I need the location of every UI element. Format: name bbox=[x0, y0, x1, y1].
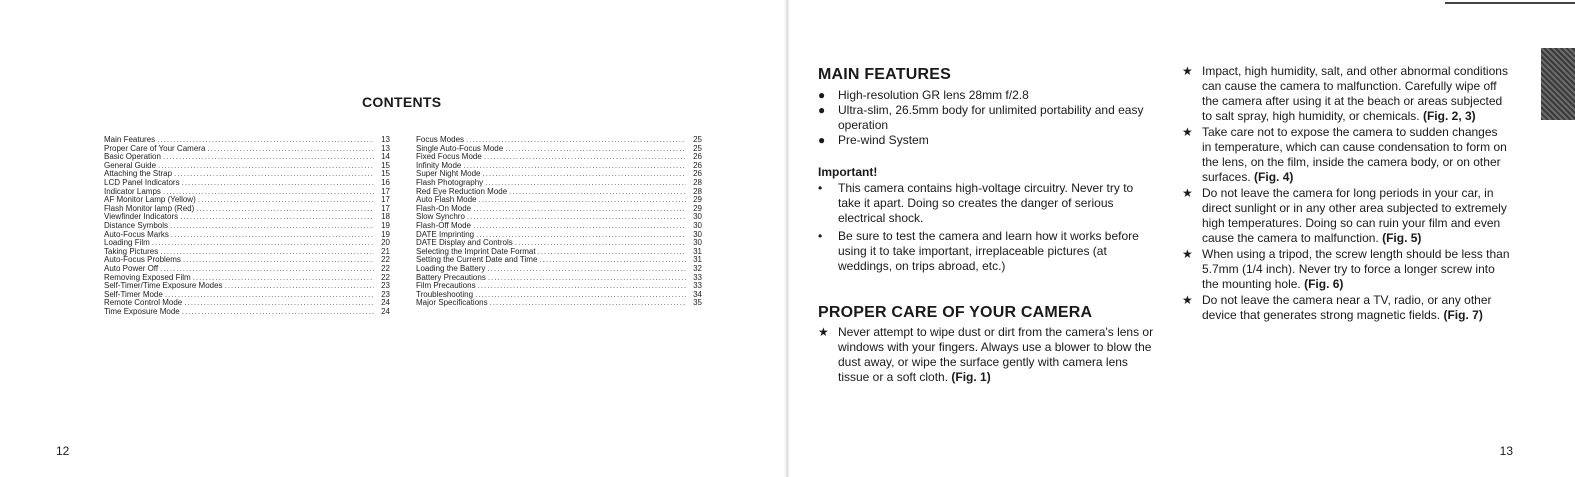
toc-leader-dots bbox=[509, 188, 686, 197]
toc-leader-dots bbox=[183, 256, 374, 265]
proper-care-list-right bbox=[1182, 64, 1510, 324]
toc-entry-title: Slow Synchro bbox=[416, 212, 465, 222]
toc-entry-title: DATE Imprinting bbox=[416, 229, 475, 239]
star-icon: ★ bbox=[1182, 186, 1193, 200]
toc-entry bbox=[104, 308, 390, 317]
toc-entry-title: LCD Panel Indicators bbox=[104, 177, 180, 187]
toc-leader-dots bbox=[539, 256, 686, 265]
toc-leader-dots bbox=[488, 274, 686, 283]
toc-entry-title: Single Auto-Focus Mode bbox=[416, 143, 504, 153]
toc-entry-page: 16 bbox=[381, 177, 390, 187]
toc-entry-title: Film Precautions bbox=[416, 281, 476, 291]
toc-entry-title: Auto Flash Mode bbox=[416, 195, 477, 205]
toc-entry-page: 30 bbox=[693, 229, 702, 239]
toc-entry-page: 28 bbox=[693, 186, 702, 196]
toc-entry-page: 23 bbox=[381, 289, 390, 299]
toc-leader-dots bbox=[174, 170, 374, 179]
toc-leader-dots bbox=[478, 196, 686, 205]
toc-entry-title: Setting the Current Date and Time bbox=[416, 255, 538, 265]
toc-entry-page: 24 bbox=[381, 298, 390, 308]
right-page bbox=[790, 0, 1575, 477]
toc-leader-dots bbox=[467, 213, 686, 222]
toc-entry-page: 26 bbox=[693, 160, 702, 170]
toc-entry-page: 22 bbox=[381, 272, 390, 282]
care-item: ★ When using a tripod, the screw length should be less than 5.7mm (1/4 inch). Never try to force a longer screw into the mounting hole. (Fig. 6) bbox=[1182, 247, 1510, 291]
toc-entry-title: Time Exposure Mode bbox=[104, 306, 180, 316]
toc-entry-title: Battery Precautions bbox=[416, 272, 486, 282]
left-page bbox=[0, 0, 784, 477]
toc-leader-dots bbox=[225, 282, 374, 291]
top-rule bbox=[1445, 2, 1575, 4]
toc-entry-title: Red Eye Reduction Mode bbox=[416, 186, 508, 196]
toc-entry-page: 26 bbox=[693, 152, 702, 162]
page-number-left: 12 bbox=[56, 444, 70, 458]
toc-leader-dots bbox=[505, 145, 686, 154]
toc-entry-page: 19 bbox=[381, 220, 390, 230]
important-item: • Be sure to test the camera and learn how it works before using it to take important, irreplaceable pictures (at weddings, on trips abroad, etc.) bbox=[818, 229, 1139, 273]
toc-entry-title: Distance Symbols bbox=[104, 220, 169, 230]
toc-entry-page: 20 bbox=[381, 238, 390, 248]
toc-entry-title: Remote Control Mode bbox=[104, 298, 183, 308]
care-item: ★ Never attempt to wipe dust or dirt from the camera's lens or windows with your fingers. Always use a blower to blow the dust away, or wipe the surface gently with camera lens tissue or a soft cloth. (Fig. 1) bbox=[818, 325, 1154, 384]
figure-reference: (Fig. 5) bbox=[1382, 231, 1422, 245]
toc-leader-dots bbox=[182, 308, 374, 317]
toc-entry bbox=[416, 299, 702, 308]
toc-entry-page: 33 bbox=[693, 272, 702, 282]
toc-entry-title: Auto Power Off bbox=[104, 263, 159, 273]
toc-entry-page: 29 bbox=[693, 203, 702, 213]
toc-entry-title: Flash-Off Mode bbox=[416, 220, 471, 230]
bullet-icon: • bbox=[818, 181, 823, 195]
toc-entry-title: Auto-Focus Marks bbox=[104, 229, 169, 239]
toc-entry-title: Self-Timer Mode bbox=[104, 289, 163, 299]
star-icon: ★ bbox=[1182, 247, 1193, 261]
figure-reference: (Fig. 7) bbox=[1443, 308, 1483, 322]
toc-leader-dots bbox=[158, 162, 374, 171]
feature-item: ● Ultra-slim, 26.5mm body for unlimited portability and easy operation bbox=[818, 103, 1144, 132]
toc-entry-title: Taking Pictures bbox=[104, 246, 159, 256]
toc-entry-page: 15 bbox=[381, 160, 390, 170]
proper-care-title: PROPER CARE OF YOUR CAMERA bbox=[818, 304, 1093, 321]
toc-leader-dots bbox=[487, 265, 686, 274]
toc-entry-title: Fixed Focus Mode bbox=[416, 152, 482, 162]
star-icon: ★ bbox=[1182, 64, 1193, 78]
toc-entry-page: 24 bbox=[381, 306, 390, 316]
toc-entry-page: 31 bbox=[693, 246, 702, 256]
toc-leader-dots bbox=[515, 239, 686, 248]
proper-care-list-left bbox=[818, 325, 1158, 386]
toc-entry-title: Viewfinder Indicators bbox=[104, 212, 179, 222]
bullet-icon: ● bbox=[818, 133, 826, 147]
toc-entry-title: Proper Care of Your Camera bbox=[104, 143, 206, 153]
toc-entry-page: 17 bbox=[381, 195, 390, 205]
toc-entry-title: AF Monitor Lamp (Yellow) bbox=[104, 195, 196, 205]
bullet-icon: • bbox=[818, 229, 823, 243]
toc-leader-dots bbox=[165, 291, 374, 300]
toc-leader-dots bbox=[463, 162, 686, 171]
toc-leader-dots bbox=[207, 145, 374, 154]
toc-entry-page: 19 bbox=[381, 229, 390, 239]
toc-entry-title: Flash-On Mode bbox=[416, 203, 472, 213]
toc-entry-page: 28 bbox=[693, 177, 702, 187]
toc-entry-title: Selecting the Imprint Date Format bbox=[416, 246, 536, 256]
toc-entry-page: 17 bbox=[381, 186, 390, 196]
toc-leader-dots bbox=[198, 196, 374, 205]
toc-entry-title: Flash Monitor lamp (Red) bbox=[104, 203, 195, 213]
toc-entry-title: Flash Photography bbox=[416, 177, 484, 187]
toc-entry-page: 34 bbox=[693, 289, 702, 299]
main-features-title: MAIN FEATURES bbox=[818, 66, 951, 83]
toc-entry-page: 29 bbox=[693, 195, 702, 205]
toc-entry-title: Auto-Focus Problems bbox=[104, 255, 181, 265]
toc-leader-dots bbox=[196, 205, 374, 214]
toc-entry-page: 23 bbox=[381, 281, 390, 291]
toc-leader-dots bbox=[182, 179, 374, 188]
toc-leader-dots bbox=[152, 239, 374, 248]
toc-entry-title: Basic Operation bbox=[104, 152, 161, 162]
toc-leader-dots bbox=[482, 170, 686, 179]
toc-leader-dots bbox=[475, 291, 686, 300]
figure-reference: (Fig. 2, 3) bbox=[1422, 109, 1476, 123]
toc-entry-page: 30 bbox=[693, 220, 702, 230]
toc-leader-dots bbox=[163, 153, 374, 162]
toc-entry-title: Infinity Mode bbox=[416, 160, 462, 170]
toc-entry-page: 32 bbox=[693, 263, 702, 273]
toc-entry-page: 30 bbox=[693, 212, 702, 222]
toc-leader-dots bbox=[538, 248, 686, 257]
toc-leader-dots bbox=[171, 231, 374, 240]
toc-entry-page: 35 bbox=[693, 298, 702, 308]
figure-reference: (Fig. 1) bbox=[951, 370, 991, 384]
toc-entry-title: Indicator Lamps bbox=[104, 186, 161, 196]
care-item: ★ Do not leave the camera for long periods in your car, in direct sunlight or in any other area subjected to extremely high temperatures. Doing so can ruin your film and even cause the camera to malfunction. (Fig. 5) bbox=[1182, 186, 1507, 245]
contents-title: CONTENTS bbox=[362, 94, 442, 110]
bullet-icon: ● bbox=[818, 88, 826, 102]
toc-entry-title: Main Features bbox=[104, 135, 156, 144]
toc-entry-title: General Guide bbox=[104, 160, 157, 170]
toc-entry-page: 18 bbox=[381, 212, 390, 222]
toc-entry-page: 22 bbox=[381, 263, 390, 273]
toc-entry-title: Troubleshooting bbox=[416, 289, 474, 299]
toc-entry-title: Self-Timer/Time Exposure Modes bbox=[104, 281, 223, 291]
toc-leader-dots bbox=[184, 299, 374, 308]
bullet-icon: ● bbox=[818, 103, 826, 117]
toc-entry-page: 17 bbox=[381, 203, 390, 213]
toc-entry-title: Attaching the Strap bbox=[104, 169, 173, 179]
toc-leader-dots bbox=[170, 222, 374, 231]
toc-entry-title: DATE Display and Controls bbox=[416, 238, 513, 248]
toc-leader-dots bbox=[484, 153, 686, 162]
toc-entry-page: 15 bbox=[381, 169, 390, 179]
section-edge-tab bbox=[1541, 48, 1575, 120]
figure-reference: (Fig. 6) bbox=[1304, 277, 1344, 291]
care-item: ★ Do not leave the camera near a TV, radio, or any other device that generates strong magnetic fields. (Fig. 7) bbox=[1182, 293, 1492, 322]
star-icon: ★ bbox=[818, 325, 829, 339]
star-icon: ★ bbox=[1182, 293, 1193, 307]
toc-entry-page: 22 bbox=[381, 255, 390, 265]
toc-entry-title: Major Specifications bbox=[416, 298, 488, 308]
toc-entry-page: 13 bbox=[381, 143, 390, 153]
toc-entry-page: 30 bbox=[693, 238, 702, 248]
important-item: • This camera contains high-voltage circuitry. Never try to take it apart. Doing so creates the danger of serious electrical shock. bbox=[818, 181, 1134, 225]
toc-entry-title: Focus Modes bbox=[416, 135, 465, 144]
toc-entry-page: 31 bbox=[693, 255, 702, 265]
toc-entry-page: 25 bbox=[693, 135, 702, 144]
toc-leader-dots bbox=[160, 248, 374, 257]
important-list bbox=[818, 181, 1158, 277]
toc-entry-page: 26 bbox=[693, 169, 702, 179]
toc-entry-title: Loading Film bbox=[104, 238, 150, 248]
feature-item: ● High-resolution GR lens 28mm f/2.8 bbox=[818, 88, 1029, 102]
main-features-list bbox=[818, 88, 1158, 148]
toc-column-1 bbox=[104, 136, 390, 316]
toc-leader-dots bbox=[485, 179, 686, 188]
page-number-right: 13 bbox=[1499, 444, 1513, 458]
toc-entry-page: 25 bbox=[693, 143, 702, 153]
toc-column-2 bbox=[416, 136, 702, 308]
toc-entry-page: 14 bbox=[381, 152, 390, 162]
care-item: ★ Impact, high humidity, salt, and other abnormal conditions can cause the camera to malfunction. Carefully wipe off the camera after using it at the beach or areas subjected to salt spray, high humidity, or chemicals. (Fig. 2, 3) bbox=[1182, 64, 1508, 123]
toc-leader-dots bbox=[490, 299, 686, 308]
toc-entry-title: Removing Exposed Film bbox=[104, 272, 191, 282]
toc-leader-dots bbox=[180, 213, 374, 222]
toc-entry-page: 21 bbox=[381, 246, 390, 256]
star-icon: ★ bbox=[1182, 125, 1193, 139]
care-item: ★ Take care not to expose the camera to sudden changes in temperature, which can cause condensation to form on the lens, on the film, inside the camera body, or on other surfaces. (Fig. 4) bbox=[1182, 125, 1507, 184]
important-heading: Important! bbox=[818, 165, 878, 179]
toc-entry-page: 13 bbox=[381, 135, 390, 144]
feature-item: ● Pre-wind System bbox=[818, 133, 929, 147]
toc-leader-dots bbox=[473, 205, 686, 214]
toc-leader-dots bbox=[160, 265, 374, 274]
toc-leader-dots bbox=[478, 282, 686, 291]
toc-entry-page: 33 bbox=[693, 281, 702, 291]
figure-reference: (Fig. 4) bbox=[1254, 170, 1294, 184]
toc-entry-title: Loading the Battery bbox=[416, 263, 486, 273]
toc-leader-dots bbox=[473, 222, 686, 231]
toc-entry-title: Super Night Mode bbox=[416, 169, 481, 179]
